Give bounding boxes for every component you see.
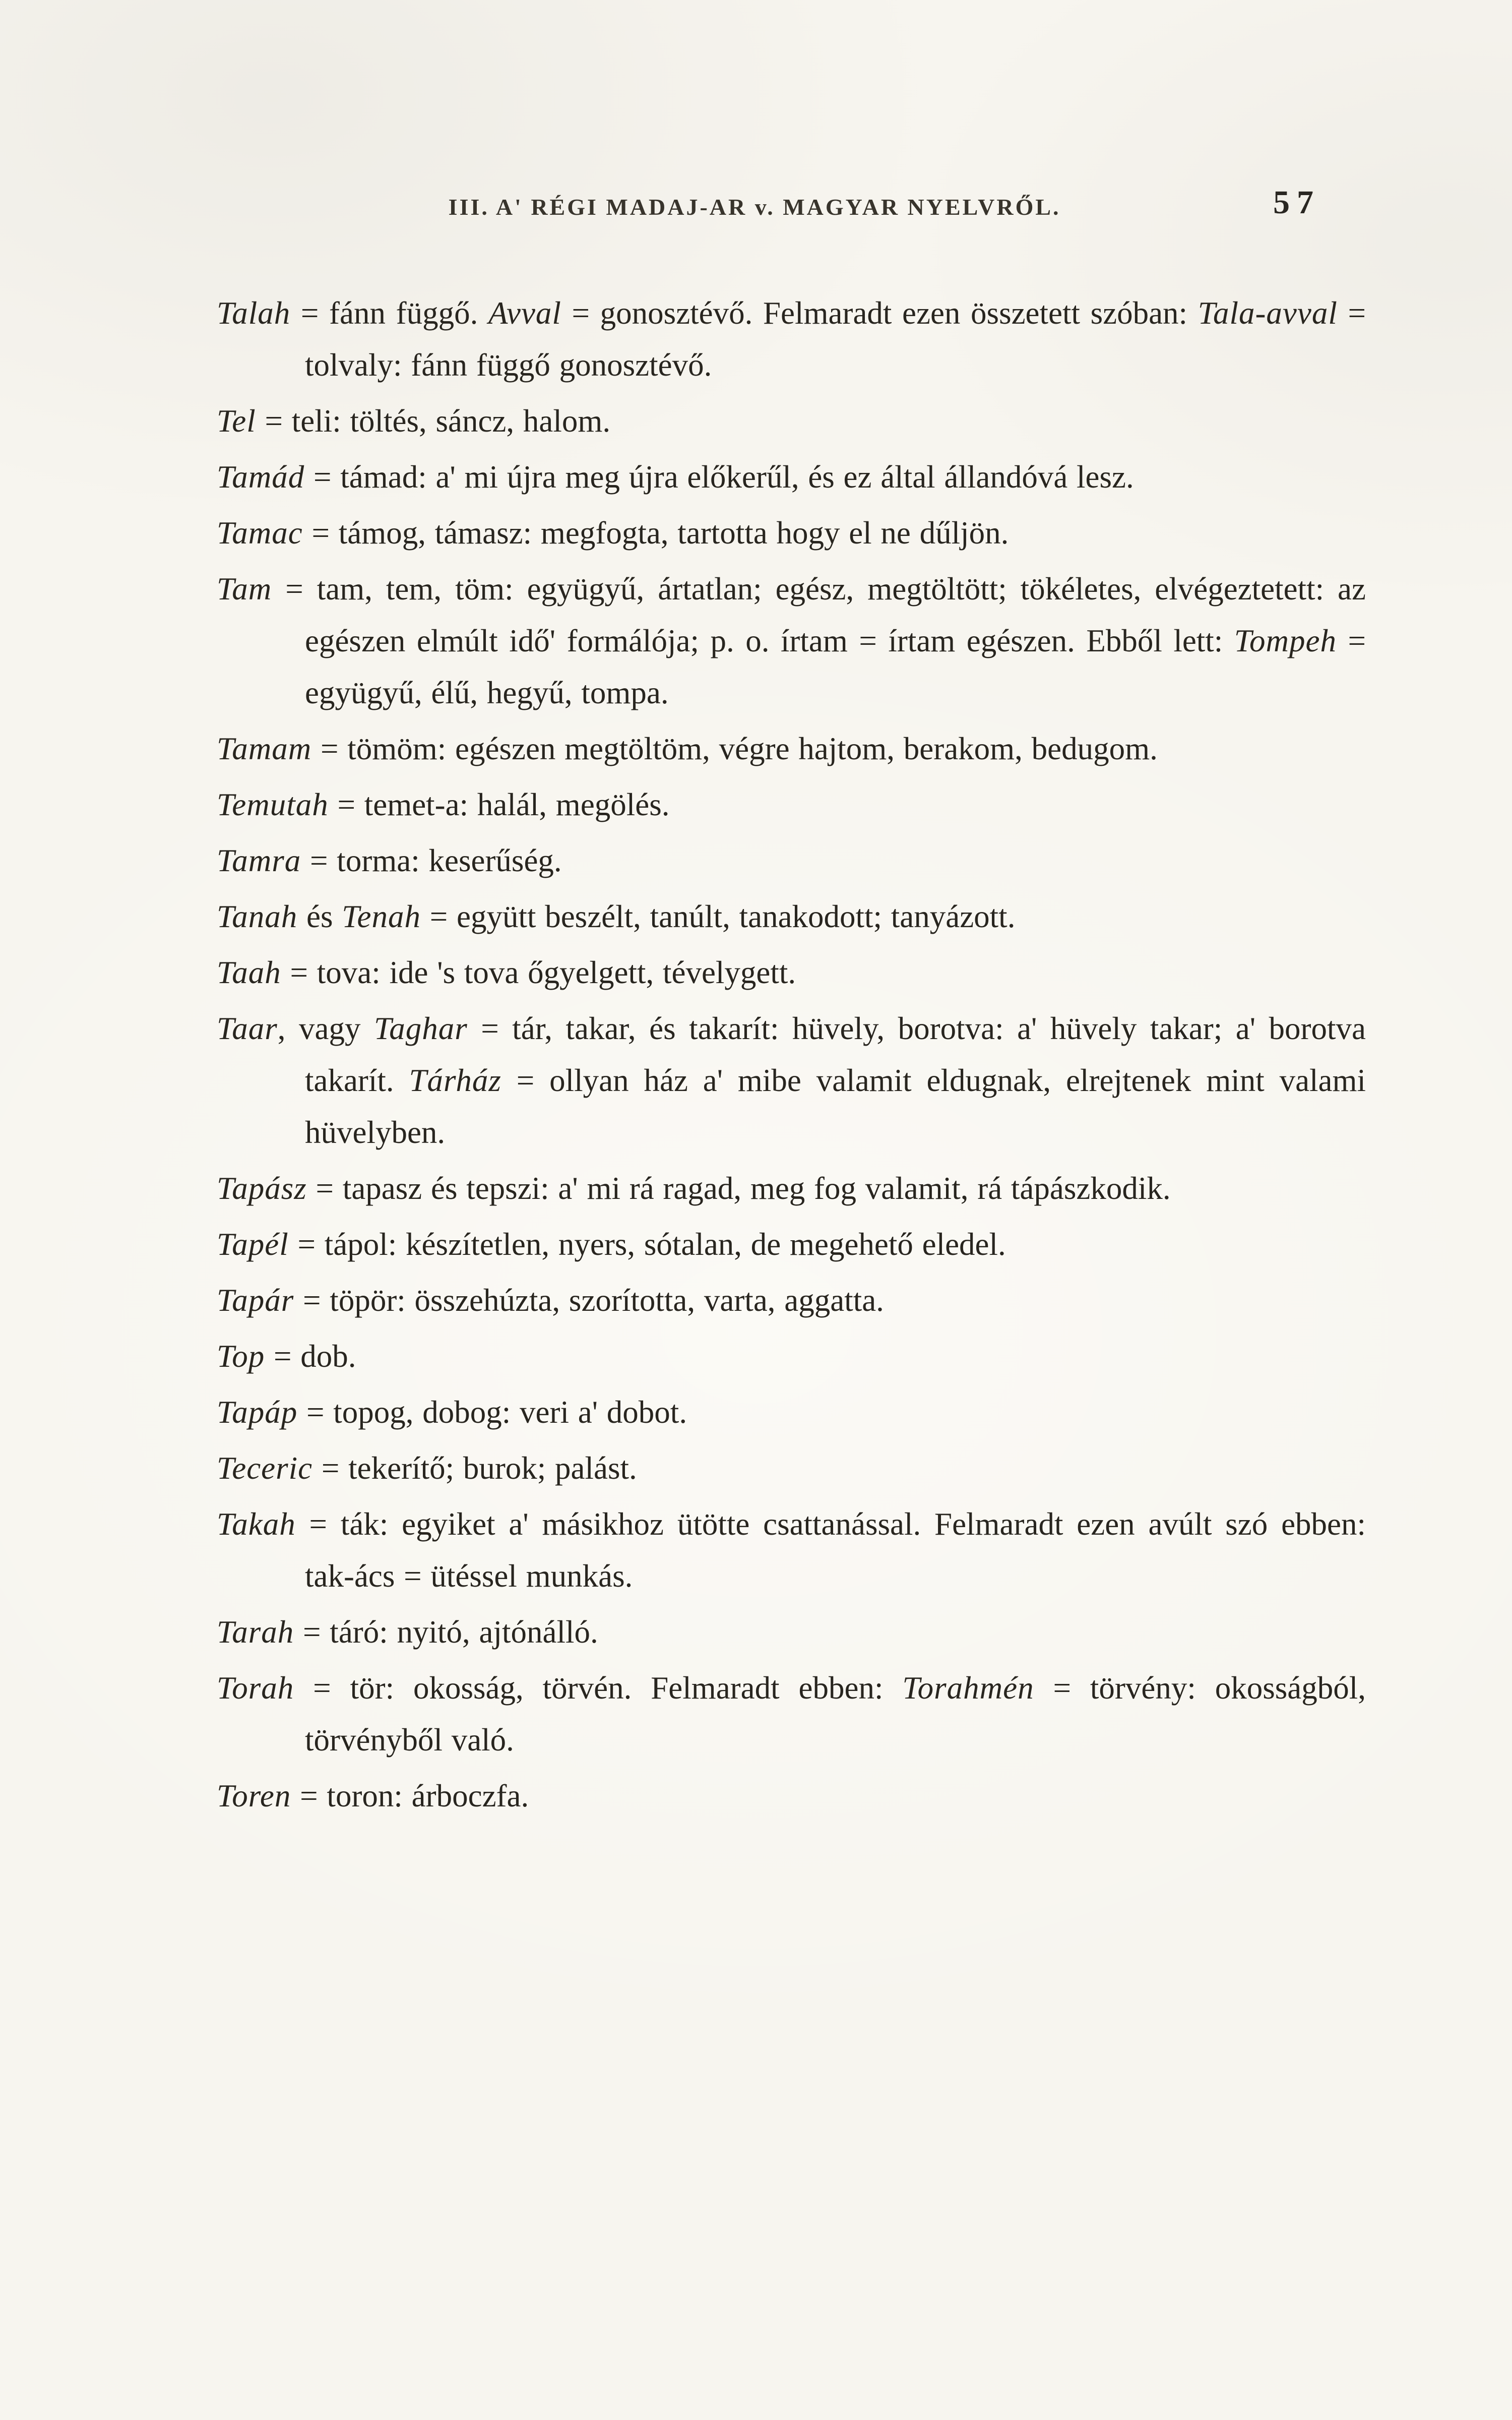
- definition-text: = tolvaly: fánn függő gonosztévő.: [305, 295, 1366, 383]
- dictionary-entry: [217, 723, 1366, 775]
- definition-text: = ollyan ház a' mibe valamit eldugnak, elrejtenek mint valami hüvelyben.: [305, 1063, 1366, 1150]
- headword: Temutah: [217, 787, 329, 822]
- dictionary-entry: [217, 1498, 1366, 1602]
- headword: Tam: [217, 571, 272, 607]
- definition-text: = együgyű, élű, hegyű, tompa.: [305, 623, 1366, 710]
- dictionary-entry: [217, 1770, 1366, 1822]
- headword: Avval: [488, 295, 561, 331]
- dictionary-entry: [217, 395, 1366, 447]
- dictionary-entry: [217, 507, 1366, 559]
- definition-text: = töpör: összehúzta, szorította, varta, aggatta.: [294, 1283, 884, 1318]
- running-title: III. A' RÉGI MADAJ-AR v. MAGYAR NYELVRŐL.: [448, 194, 1061, 220]
- headword: Tapász: [217, 1171, 307, 1206]
- headword: Tanah: [217, 899, 298, 934]
- definition-text: = támad: a' mi újra meg újra előkerűl, és ez által állandóvá lesz.: [304, 459, 1134, 495]
- headword: Tapél: [217, 1227, 289, 1262]
- definition-text: = fánn függő.: [290, 295, 488, 331]
- headword: Tapáp: [217, 1395, 298, 1430]
- definition-text: = teli: töltés, sáncz, halom.: [256, 403, 611, 439]
- dictionary-entry: [217, 451, 1366, 503]
- definition-text: = dob.: [265, 1339, 356, 1374]
- headword: Tel: [217, 403, 256, 439]
- definition-text: = tár, takar, és takarít: hüvely, borotva: a' hüvely takar; a' borotva takarít.: [305, 1011, 1366, 1098]
- dictionary-entry: [217, 835, 1366, 887]
- headword: Toren: [217, 1778, 291, 1813]
- definition-text: = támog, támasz: megfogta, tartotta hogy el ne dűljön.: [302, 515, 1009, 551]
- definition-text: = tekerítő; burok; palást.: [312, 1450, 637, 1486]
- dictionary-entry: [217, 1442, 1366, 1494]
- headword: Tamád: [217, 459, 305, 495]
- definition-text: = tör: okosság, törvén. Felmaradt ebben:: [294, 1670, 903, 1706]
- definition-text: = tam, tem, töm: együgyű, ártatlan; egész, megtöltött; tökéletes, elvégeztetett: az egészen elmúlt idő' formálója; p. o. írtam = írtam egészen. Ebből lett:: [272, 571, 1366, 658]
- definition-text: = tova: ide 's tova őgyelgett, tévelygett.: [281, 955, 796, 990]
- definition-text: = toron: árboczfa.: [291, 1778, 529, 1813]
- headword: Taah: [217, 955, 281, 990]
- headword: Tamam: [217, 731, 312, 766]
- dictionary-entry: [217, 287, 1366, 391]
- definition-text: = gonosztévő. Felmaradt ezen összetett szóban:: [561, 295, 1198, 331]
- headword: Tamra: [217, 843, 301, 878]
- headword: Taar: [217, 1011, 278, 1046]
- definition-text: = temet-a: halál, megölés.: [328, 787, 670, 822]
- dictionary-entry: [217, 1275, 1366, 1326]
- page-number: 57: [1273, 184, 1320, 221]
- dictionary-entry: [217, 891, 1366, 943]
- definition-text: = tápol: készítetlen, nyers, sótalan, de megehető eledel.: [288, 1227, 1006, 1262]
- dictionary-entry: [217, 1606, 1366, 1658]
- dictionary-entry: [217, 1386, 1366, 1438]
- dictionary-entries: [217, 287, 1366, 1822]
- page-header: [217, 184, 1366, 242]
- definition-text: és: [297, 899, 342, 934]
- definition-text: = törvény: okosságból, törvényből való.: [305, 1670, 1366, 1758]
- definition-text: = tömöm: egészen megtöltöm, végre hajtom, berakom, bedugom.: [311, 731, 1158, 766]
- dictionary-entry: [217, 1219, 1366, 1270]
- headword: Tamac: [217, 515, 303, 551]
- dictionary-entry: [217, 1330, 1366, 1382]
- headword: Tenah: [342, 899, 421, 934]
- headword: Torahmén: [902, 1670, 1034, 1706]
- definition-text: = ták: egyiket a' másikhoz ütötte csattanással. Felmaradt ezen avúlt szó ebben: tak-ács = ütéssel munkás.: [295, 1506, 1366, 1594]
- headword: Teceric: [217, 1450, 313, 1486]
- dictionary-entry: [217, 947, 1366, 999]
- headword: Tompeh: [1234, 623, 1337, 658]
- definition-text: = topog, dobog: veri a' dobot.: [297, 1395, 687, 1430]
- headword: Top: [217, 1339, 265, 1374]
- dictionary-entry: [217, 779, 1366, 831]
- headword: Tala-avval: [1198, 295, 1338, 331]
- definition-text: = táró: nyitó, ajtónálló.: [294, 1614, 598, 1650]
- headword: Takah: [217, 1506, 296, 1542]
- headword: Torah: [217, 1670, 294, 1706]
- dictionary-entry: [217, 1003, 1366, 1159]
- dictionary-entry: [217, 1163, 1366, 1215]
- definition-text: , vagy: [277, 1011, 374, 1046]
- page-content: [217, 184, 1366, 1826]
- headword: Tapár: [217, 1283, 294, 1318]
- headword: Tarah: [217, 1614, 294, 1650]
- definition-text: = torma: keserűség.: [301, 843, 562, 878]
- headword: Talah: [217, 295, 291, 331]
- dictionary-entry: [217, 563, 1366, 719]
- definition-text: = tapasz és tepszi: a' mi rá ragad, meg fog valamit, rá tápászkodik.: [306, 1171, 1171, 1206]
- dictionary-entry: [217, 1662, 1366, 1766]
- headword: Tárház: [409, 1063, 501, 1098]
- headword: Taghar: [374, 1011, 468, 1046]
- definition-text: = együtt beszélt, tanúlt, tanakodott; tanyázott.: [420, 899, 1016, 934]
